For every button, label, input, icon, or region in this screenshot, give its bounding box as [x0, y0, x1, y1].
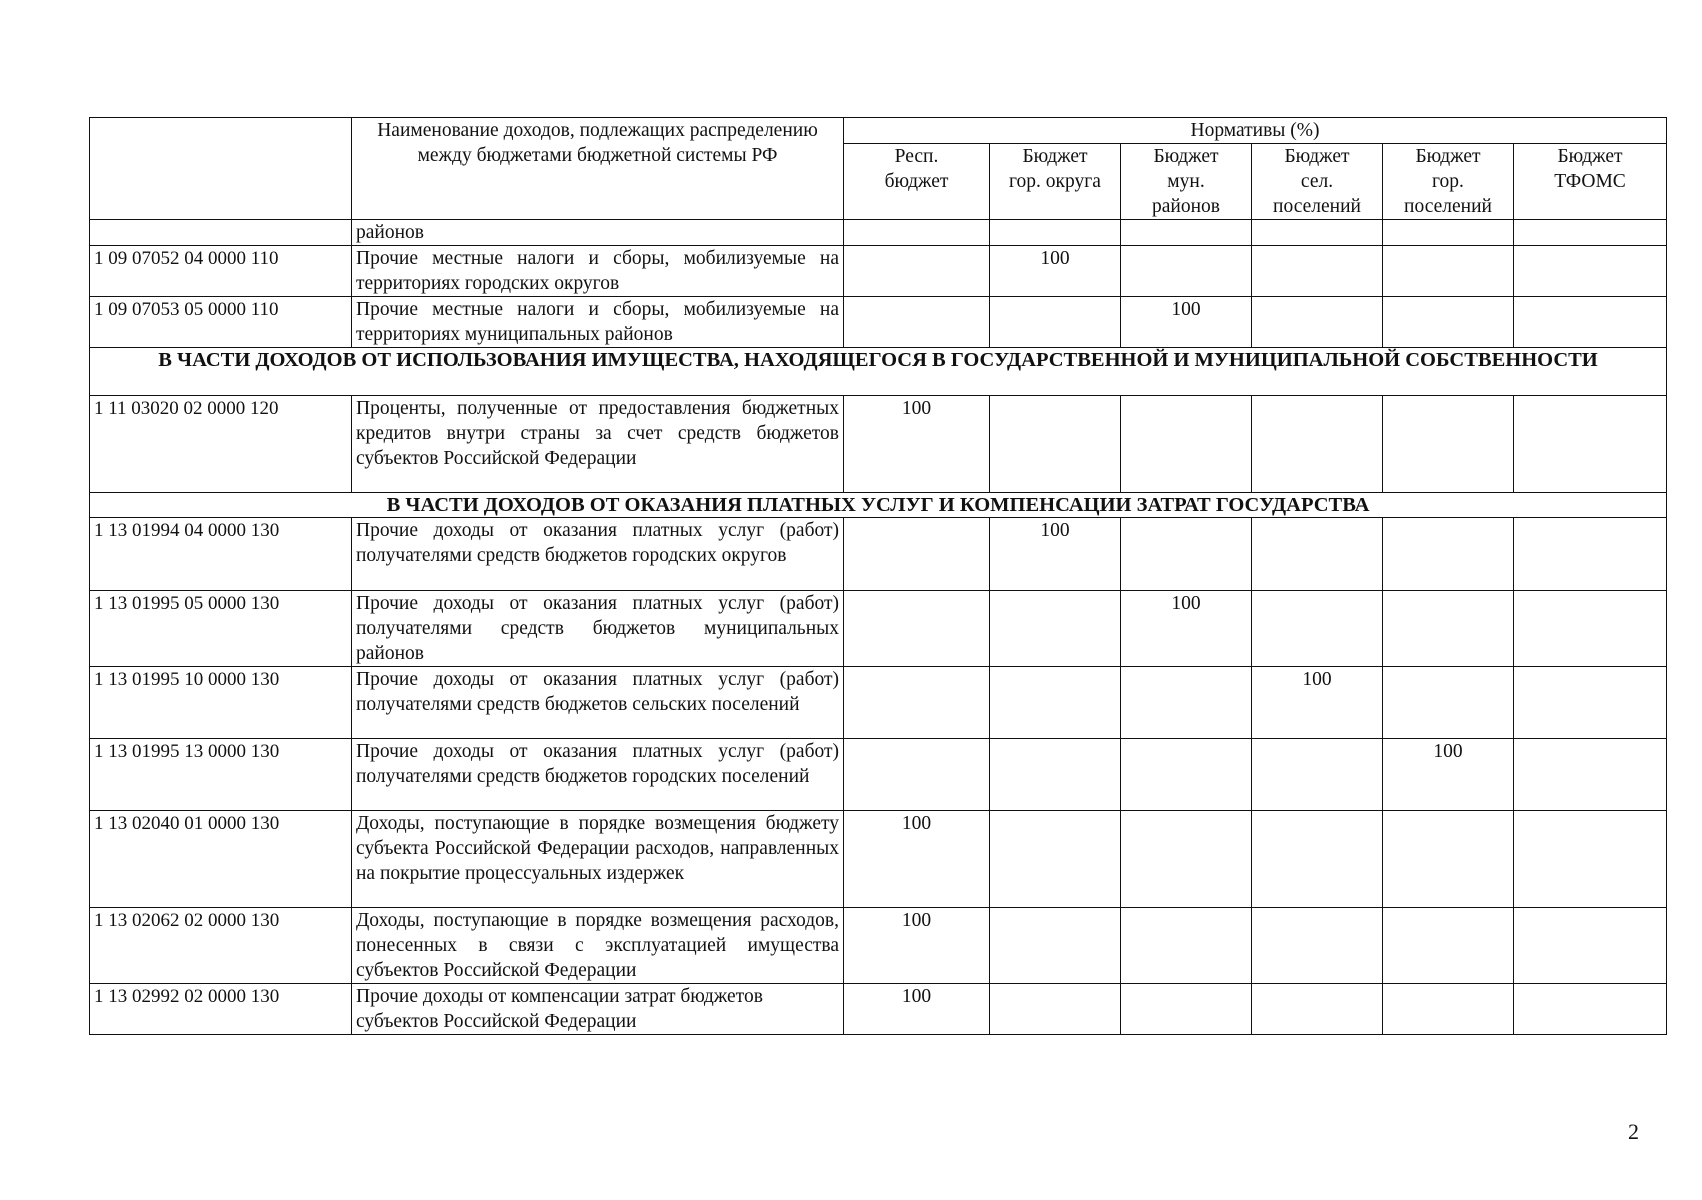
header-column-line: районов	[1152, 196, 1220, 217]
income-code: 1 11 03020 02 0000 120	[90, 396, 352, 493]
header-column-line: Бюджет	[1153, 146, 1219, 167]
income-name: Доходы, поступающие в порядке возмещения бюджету субъекта Российской Федерации расходов, направленных на покрытие процессуальных издержек	[352, 811, 844, 908]
header-column-line: Бюджет	[1022, 146, 1088, 167]
norm-value-col-6	[1514, 984, 1667, 1035]
norm-value-col-4	[1252, 591, 1383, 667]
norm-value-col-4	[1252, 246, 1383, 297]
norm-value-col-3	[1121, 396, 1252, 493]
table-row	[90, 297, 1667, 348]
norm-value-col-6	[1514, 591, 1667, 667]
norm-value-col-5	[1383, 518, 1514, 591]
header-column-line: сел.	[1300, 171, 1334, 192]
header-column-line: гор. округа	[1009, 171, 1101, 192]
norm-value-col-3	[1121, 220, 1252, 246]
table-row	[90, 220, 1667, 246]
norm-value-col-3	[1121, 811, 1252, 908]
norm-value-col-4	[1252, 908, 1383, 984]
header-column-line: Бюджет	[1415, 146, 1481, 167]
header-column-line: Бюджет	[1284, 146, 1350, 167]
norm-value-col-2	[990, 667, 1121, 739]
header-norms-group: Нормативы (%)	[844, 118, 1667, 144]
header-column-line: гор.	[1432, 171, 1464, 192]
page-number: 2	[1628, 1119, 1639, 1144]
norm-value-col-6	[1514, 518, 1667, 591]
section-title: В ЧАСТИ ДОХОДОВ ОТ ИСПОЛЬЗОВАНИЯ ИМУЩЕСТВА, НАХОДЯЩЕГОСЯ В ГОСУДАРСТВЕННОЙ И МУНИЦИПАЛЬНОЙ СОБСТВЕННОСТИ	[90, 348, 1667, 396]
norm-value-col-1	[844, 739, 990, 811]
norm-value-col-1	[844, 591, 990, 667]
norm-value-col-5: 100	[1383, 739, 1514, 811]
norm-value-col-2	[990, 591, 1121, 667]
income-code: 1 09 07052 04 0000 110	[90, 246, 352, 297]
income-name: Прочие доходы от оказания платных услуг (работ) получателями средств бюджетов сельских поселений	[352, 667, 844, 739]
norm-value-col-5	[1383, 667, 1514, 739]
norm-value-col-4	[1252, 739, 1383, 811]
income-code: 1 13 02040 01 0000 130	[90, 811, 352, 908]
norm-value-col-4: 100	[1252, 667, 1383, 739]
table-row	[90, 739, 1667, 811]
table-row	[90, 811, 1667, 908]
income-name: Прочие местные налоги и сборы, мобилизуемые на территориях муниципальных районов	[352, 297, 844, 348]
table-row	[90, 984, 1667, 1035]
income-name: Прочие доходы от компенсации затрат бюджетов субъектов Российской Федерации	[352, 984, 844, 1035]
header-column-1	[844, 144, 990, 220]
norm-value-col-6	[1514, 811, 1667, 908]
table-row	[90, 396, 1667, 493]
norm-value-col-2	[990, 739, 1121, 811]
norm-value-col-2: 100	[990, 246, 1121, 297]
income-code: 1 13 01995 05 0000 130	[90, 591, 352, 667]
norm-value-col-4	[1252, 811, 1383, 908]
income-code: 1 13 02992 02 0000 130	[90, 984, 352, 1035]
header-column-line: бюджет	[884, 171, 949, 192]
header-column-5	[1383, 144, 1514, 220]
income-code: 1 13 01995 13 0000 130	[90, 739, 352, 811]
norm-value-col-1: 100	[844, 396, 990, 493]
norm-value-col-2	[990, 297, 1121, 348]
header-column-line: поселений	[1273, 196, 1361, 217]
norm-value-col-3: 100	[1121, 297, 1252, 348]
header-column-4	[1252, 144, 1383, 220]
norm-value-col-1: 100	[844, 984, 990, 1035]
norm-value-col-5	[1383, 591, 1514, 667]
income-name: Прочие местные налоги и сборы, мобилизуемые на территориях городских округов	[352, 246, 844, 297]
norm-value-col-5	[1383, 811, 1514, 908]
norm-value-col-6	[1514, 908, 1667, 984]
income-name: Прочие доходы от оказания платных услуг (работ) получателями средств бюджетов городских округов	[352, 518, 844, 591]
income-code: 1 13 02062 02 0000 130	[90, 908, 352, 984]
table-row	[90, 591, 1667, 667]
norm-value-col-4	[1252, 396, 1383, 493]
norm-value-col-1: 100	[844, 908, 990, 984]
norm-value-col-3	[1121, 908, 1252, 984]
norm-value-col-6	[1514, 246, 1667, 297]
norm-value-col-3	[1121, 246, 1252, 297]
norm-value-col-2	[990, 908, 1121, 984]
header-column-line: ТФОМС	[1554, 171, 1626, 192]
header-column-3	[1121, 144, 1252, 220]
header-column-6	[1514, 144, 1667, 220]
norm-value-col-4	[1252, 984, 1383, 1035]
norm-value-col-5	[1383, 984, 1514, 1035]
header-name-cell: Наименование доходов, подлежащих распределению между бюджетами бюджетной системы РФ	[352, 118, 844, 220]
norm-value-col-6	[1514, 297, 1667, 348]
norm-value-col-5	[1383, 908, 1514, 984]
income-code	[90, 220, 352, 246]
income-code: 1 09 07053 05 0000 110	[90, 297, 352, 348]
table-row	[90, 518, 1667, 591]
header-column-line: Респ.	[894, 146, 939, 167]
table-row	[90, 246, 1667, 297]
norm-value-col-6	[1514, 739, 1667, 811]
revenue-norms-table	[89, 117, 1667, 1035]
norm-value-col-3	[1121, 984, 1252, 1035]
norm-value-col-2	[990, 220, 1121, 246]
norm-value-col-3	[1121, 518, 1252, 591]
norm-value-col-6	[1514, 667, 1667, 739]
section-row	[90, 493, 1667, 518]
income-code: 1 13 01994 04 0000 130	[90, 518, 352, 591]
table-row	[90, 908, 1667, 984]
norm-value-col-2	[990, 984, 1121, 1035]
norm-value-col-5	[1383, 246, 1514, 297]
header-column-2	[990, 144, 1121, 220]
norm-value-col-1	[844, 220, 990, 246]
norm-value-col-1	[844, 246, 990, 297]
header-column-line: Бюджет	[1557, 146, 1623, 167]
income-name: Прочие доходы от оказания платных услуг (работ) получателями средств бюджетов городских поселений	[352, 739, 844, 811]
norm-value-col-5	[1383, 297, 1514, 348]
header-row-group	[90, 118, 1667, 144]
norm-value-col-6	[1514, 396, 1667, 493]
income-code: 1 13 01995 10 0000 130	[90, 667, 352, 739]
norm-value-col-4	[1252, 297, 1383, 348]
norm-value-col-5	[1383, 220, 1514, 246]
income-name: Доходы, поступающие в порядке возмещения расходов, понесенных в связи с эксплуатацией имущества субъектов Российской Федерации	[352, 908, 844, 984]
norm-value-col-3	[1121, 667, 1252, 739]
income-name: Проценты, полученные от предоставления бюджетных кредитов внутри страны за счет средств бюджетов субъектов Российской Федерации	[352, 396, 844, 493]
section-row	[90, 348, 1667, 396]
norm-value-col-1	[844, 297, 990, 348]
table-body	[90, 118, 1667, 1035]
norm-value-col-1	[844, 667, 990, 739]
norm-value-col-4	[1252, 220, 1383, 246]
header-column-line: мун.	[1167, 171, 1205, 192]
norm-value-col-6	[1514, 220, 1667, 246]
norm-value-col-2	[990, 396, 1121, 493]
section-title: В ЧАСТИ ДОХОДОВ ОТ ОКАЗАНИЯ ПЛАТНЫХ УСЛУГ И КОМПЕНСАЦИИ ЗАТРАТ ГОСУДАРСТВА	[90, 493, 1667, 518]
income-name: районов	[352, 220, 844, 246]
norm-value-col-2: 100	[990, 518, 1121, 591]
header-column-line: поселений	[1404, 196, 1492, 217]
norm-value-col-3: 100	[1121, 591, 1252, 667]
norm-value-col-5	[1383, 396, 1514, 493]
norm-value-col-2	[990, 811, 1121, 908]
table-row	[90, 667, 1667, 739]
norm-value-col-4	[1252, 518, 1383, 591]
income-name: Прочие доходы от оказания платных услуг (работ) получателями средств бюджетов муниципальных районов	[352, 591, 844, 667]
norm-value-col-1: 100	[844, 811, 990, 908]
norm-value-col-1	[844, 518, 990, 591]
norm-value-col-3	[1121, 739, 1252, 811]
header-code-cell	[90, 118, 352, 220]
